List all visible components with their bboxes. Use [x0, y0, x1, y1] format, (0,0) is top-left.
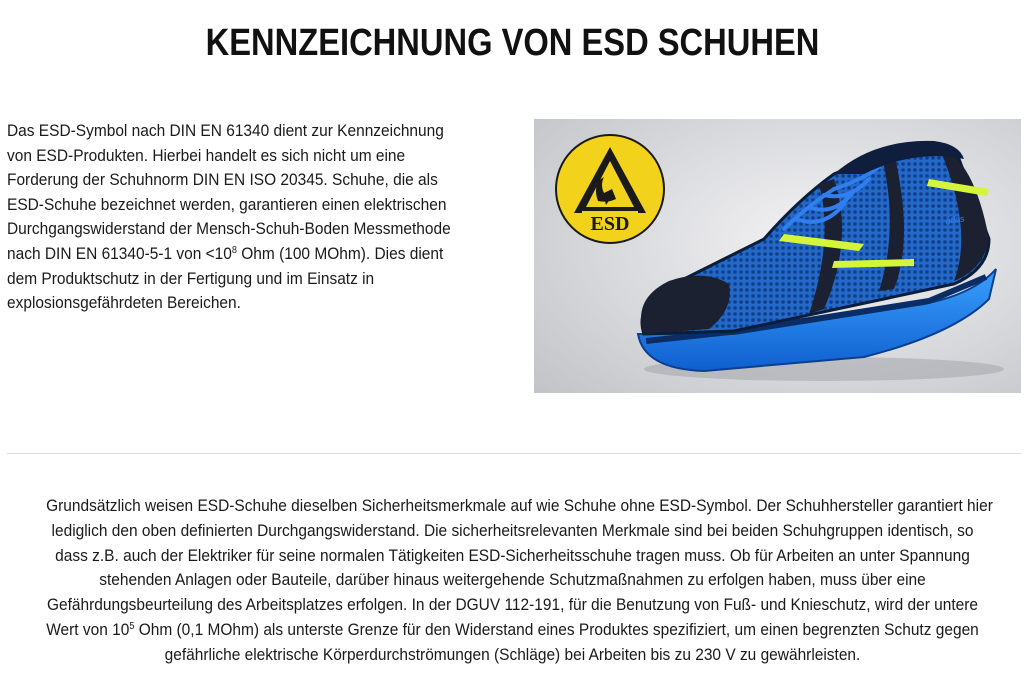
- intro-line: Durchgangswiderstand der Mensch-Schuh-Boden Messmethode: [7, 219, 451, 239]
- body-line: Grundsätzlich weisen ESD-Schuhe dieselben Sicherheitsmerkmale auf wie Schuhe ohne ESD-Symbol. Der Schuhhersteller garantiert hier: [46, 496, 993, 515]
- intro-line: explosionsgefährdeten Bereichen.: [7, 293, 241, 313]
- body-line: lediglich den oben deﬁnierten Durchgangswiderstand. Die sicherheitsrelevanten Merkmale sind bei beiden Schuhgruppen identisch, so: [51, 520, 974, 540]
- exponent-8: 8: [231, 244, 237, 256]
- body-line: stehenden Anlagen oder Bauteile, darüber hinaus weitergehende Schutzmaßnahmen zu erfolgen haben, muss über eine: [99, 570, 926, 590]
- intro-line: Forderung der Schuhnorm DIN EN ISO 20345. Schuhe, die als: [7, 170, 438, 190]
- exponent-5: 5: [129, 620, 135, 632]
- intro-paragraph: [7, 119, 527, 316]
- esd-badge-icon: [556, 135, 664, 243]
- esd-badge-label: ESD: [590, 213, 630, 235]
- body-line: gefährliche elektrische Körperdurchströmungen (Schläge) bei Arbeiten bis zu 230 V zu gewährleisten.: [164, 644, 861, 664]
- intro-line: ESD-Schuhe bezeichnet werden, garantieren einen elektrischen: [7, 194, 447, 214]
- body-line: dass z.B. auch der Elektriker für seine normalen Tätigkeiten ESD-Sicherheitsschuhe tragen muss. Ob für Arbeiten an unter Spannung: [55, 545, 970, 565]
- intro-line: Das ESD-Symbol nach DIN EN 61340 dient zur Kennzeichnung: [7, 121, 444, 140]
- section-divider: [7, 453, 1021, 454]
- intro-line: von ESD-Produkten. Hierbei handelt es sich nicht um eine: [7, 145, 406, 165]
- body-paragraph: [0, 494, 1025, 668]
- intro-line-resistance: [7, 242, 521, 267]
- body-line-resistance: [46, 618, 979, 643]
- body-line: Gefährdungsbeurteilung des Arbeitsplatzes erfolgen. In der DGUV 112-191, für die Benutzung von Fuß- und Knieschutz, wird der untere: [46, 595, 979, 615]
- intro-line: dem Produktschutz in der Fertigung und im Einsatz in: [7, 268, 375, 288]
- esd-shoe-photo: [534, 119, 1021, 393]
- body-line-resistance-post: Ohm (0,1 MOhm) als unterste Grenze für den Widerstand eines Produktes speziﬁziert, um einen begrenzten Schutz gegen: [134, 619, 979, 639]
- page-title: KENNZEICHNUNG VON ESD SCHUHEN: [205, 22, 820, 64]
- intro-line-resistance-post: Ohm (100 MOhm). Dies dient: [236, 243, 444, 263]
- brand-label: atlas: [944, 213, 966, 226]
- intro-line-resistance-pre: nach DIN EN 61340-5-1 von <10: [7, 243, 232, 263]
- body-line-resistance-pre: Wert von 10: [46, 619, 130, 639]
- esd-shoe-illustration: [534, 119, 1021, 393]
